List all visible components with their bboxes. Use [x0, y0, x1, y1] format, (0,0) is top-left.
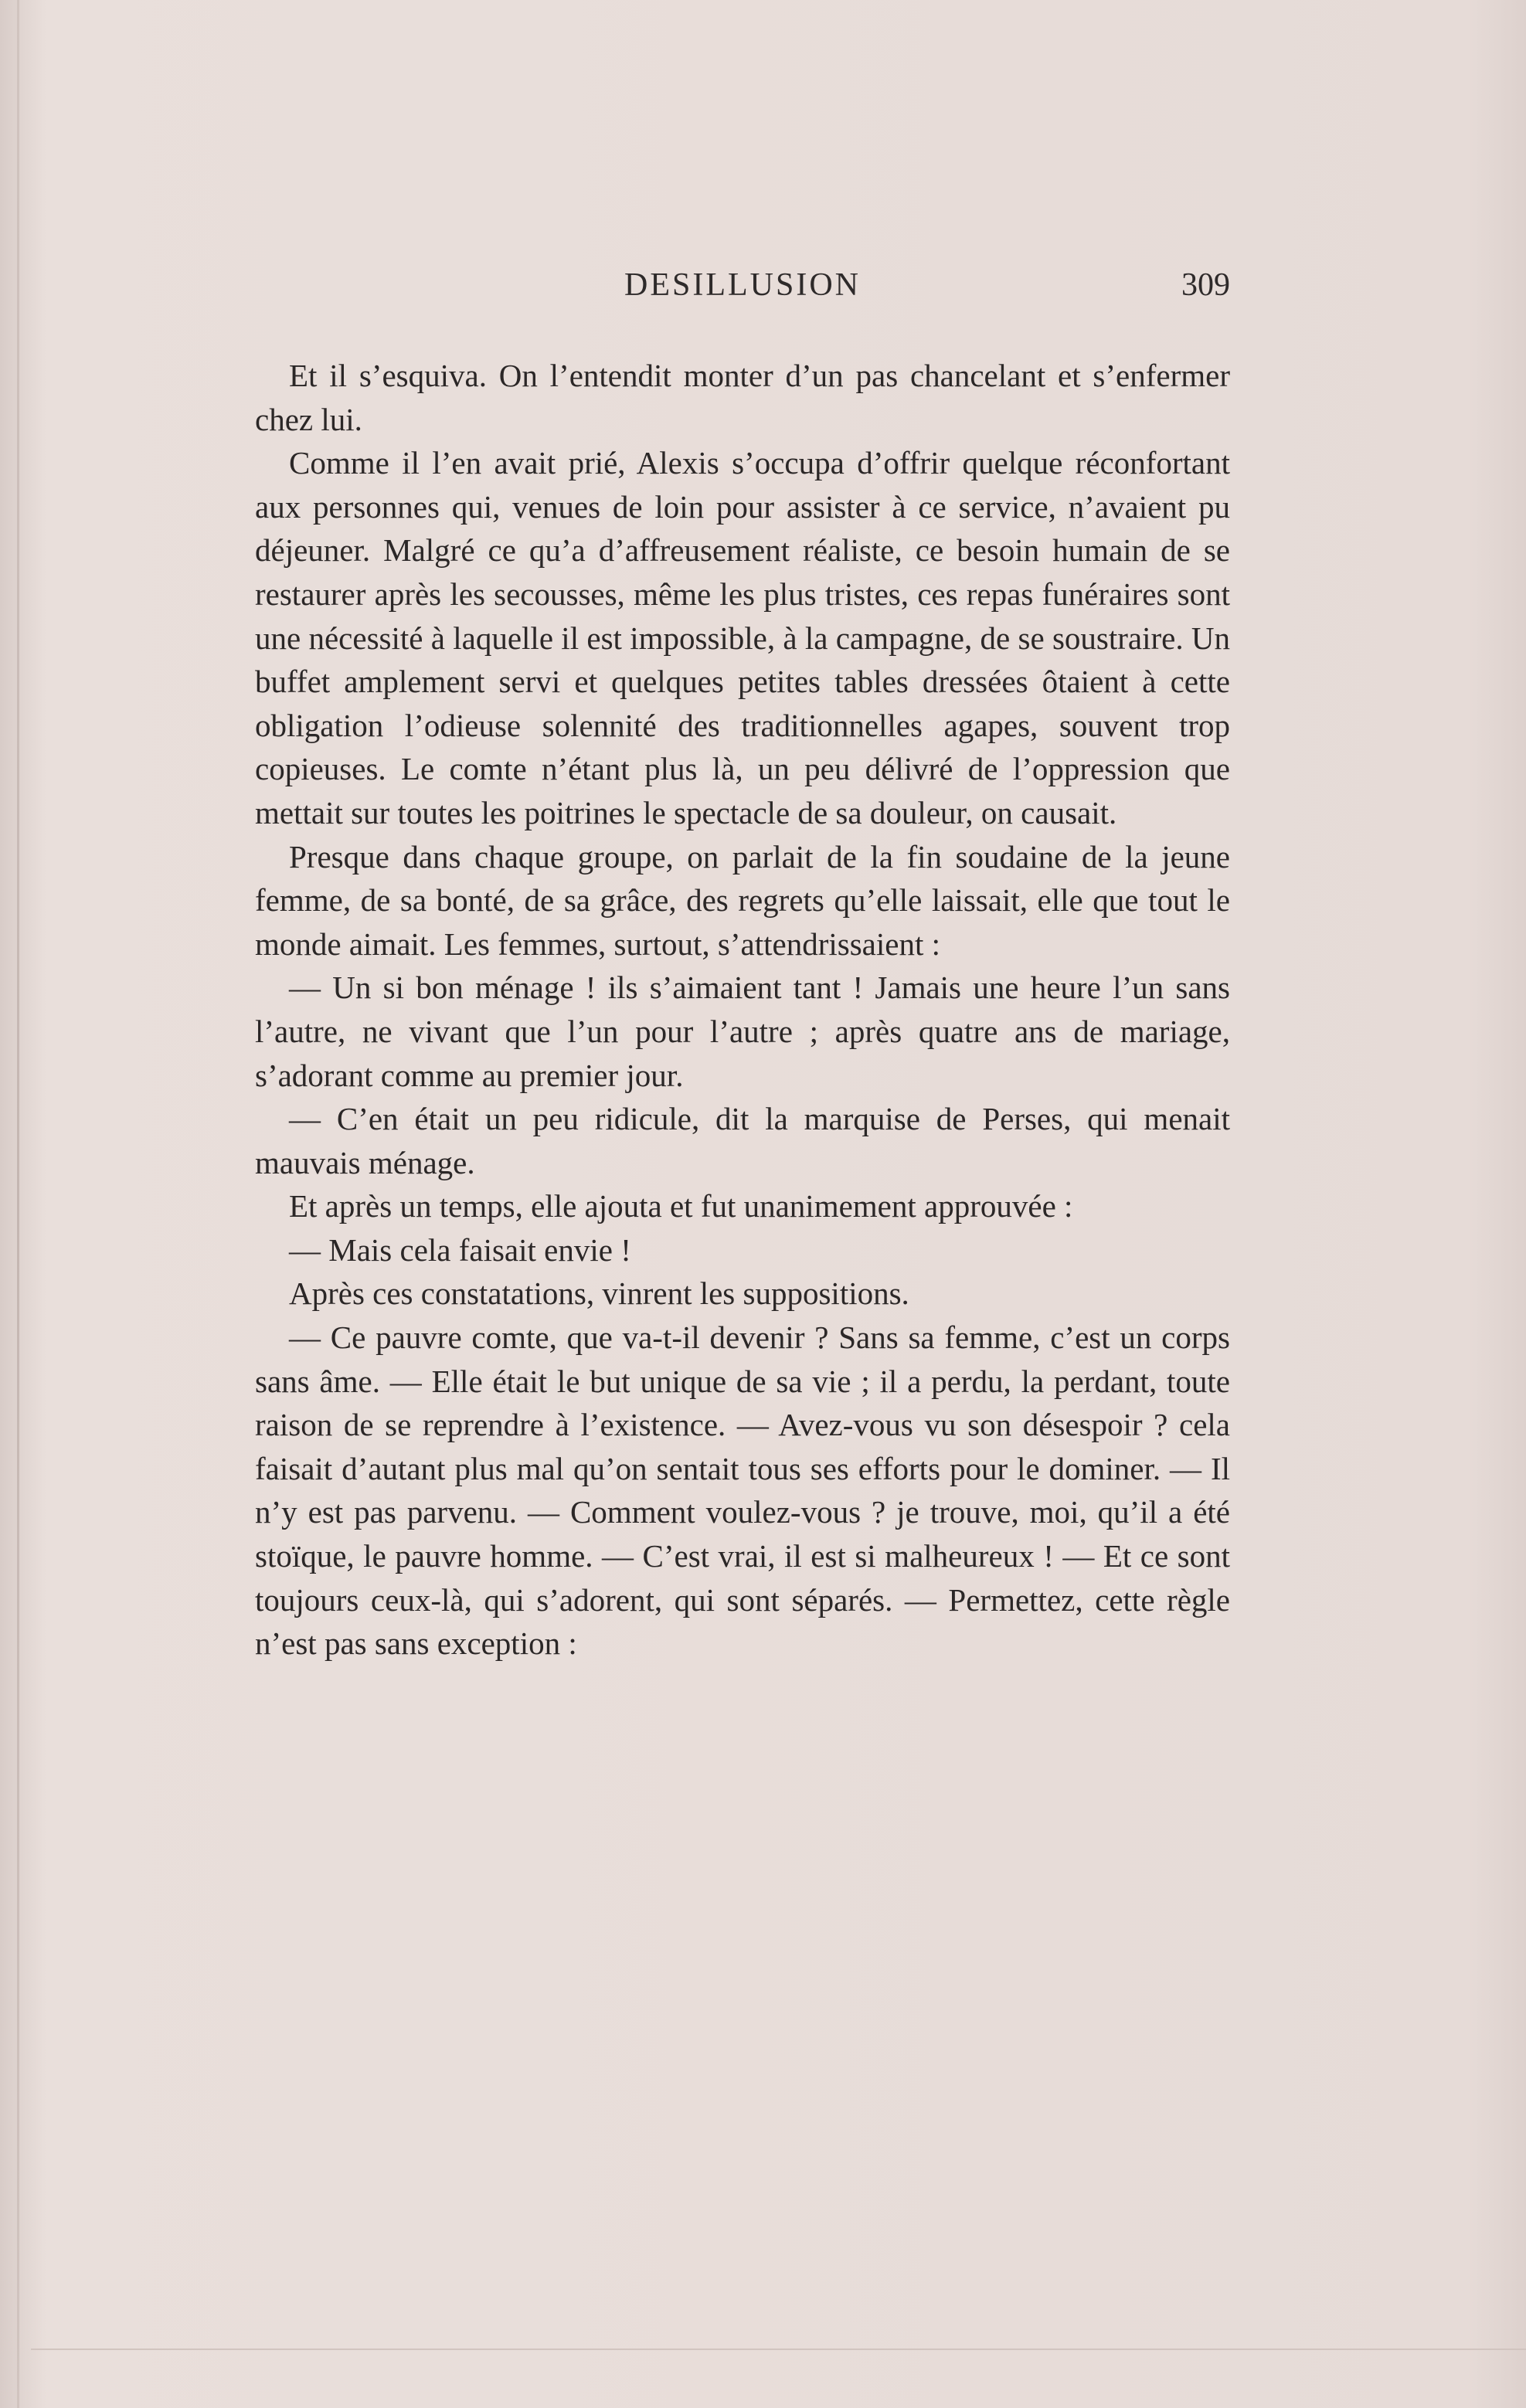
paragraph: — Ce pauvre comte, que va-t-il devenir ? Sans sa femme, c’est un corps sans âme. — Elle était le but unique de sa vie ; il a perdu, la perdant, toute raison de se reprendre à l’existence. — Avez-vous vu son désespoir ? cela faisait d’autant plus mal qu’on sentait tous ses efforts pour le dominer. — Il n’y est pas parvenu. — Comment voulez-vous ? je trouve, moi, qu’il a été stoïque, le pauvre homme. — C’est vrai, il est si malheureux ! — Et ce sont toujours ceux-là, qui s’adorent, qui sont séparés. — Permettez, cette règle n’est pas sans exception :: [255, 1319, 1230, 1662]
paragraph: Et après un temps, elle ajouta et fut unanimement approuvée :: [289, 1188, 1073, 1224]
paragraph: — Un si bon ménage ! ils s’aimaient tant ! Jamais une heure l’un sans l’autre, ne vivant que l’un pour l’autre ; après quatre ans de mariage, s’adorant comme au premier jour.: [255, 970, 1230, 1093]
running-title: DESILLUSION: [624, 267, 861, 303]
page-number: 309: [1181, 267, 1230, 303]
paragraph: Presque dans chaque groupe, on parlait de la fin soudaine de la jeune femme, de sa bonté, de sa grâce, des regrets qu’elle laissait, elle que tout le monde aimait. Les femmes, surtout, s’attendrissaient :: [255, 838, 1230, 962]
page-header: [255, 267, 1230, 313]
paragraph: Et il s’esquiva. On l’entendit monter d’un pas chancelant et s’enfermer chez lui.: [255, 358, 1230, 437]
page-spine-edge: [17, 0, 19, 2408]
body-text: [255, 354, 1230, 1666]
paragraph: Après ces constatations, vinrent les suppositions.: [289, 1275, 909, 1312]
paragraph: — C’en était un peu ridicule, dit la marquise de Perses, qui menait mauvais ménage.: [255, 1101, 1230, 1180]
page-bottom-edge: [31, 2349, 1526, 2350]
paragraph: Comme il l’en avait prié, Alexis s’occupa d’offrir quelque réconfortant aux personnes qui, venues de loin pour assister à ce service, n’avaient pu déjeuner. Malgré ce qu’a d’affreusement réaliste, ce besoin humain de se restaurer après les secousses, même les plus tristes, ces repas funéraires sont une nécessité à laquelle il est impossible, à la campagne, de se soustraire. Un buffet amplement servi et quelques petites tables dressées ôtaient à cette obligation l’odieuse solennité des traditionnelles agapes, souvent trop copieuses. Le comte n’étant plus là, un peu délivré de l’oppression que mettait sur toutes les poitrines le spectacle de sa douleur, on causait.: [255, 445, 1230, 830]
paragraph: — Mais cela faisait envie !: [289, 1231, 631, 1268]
